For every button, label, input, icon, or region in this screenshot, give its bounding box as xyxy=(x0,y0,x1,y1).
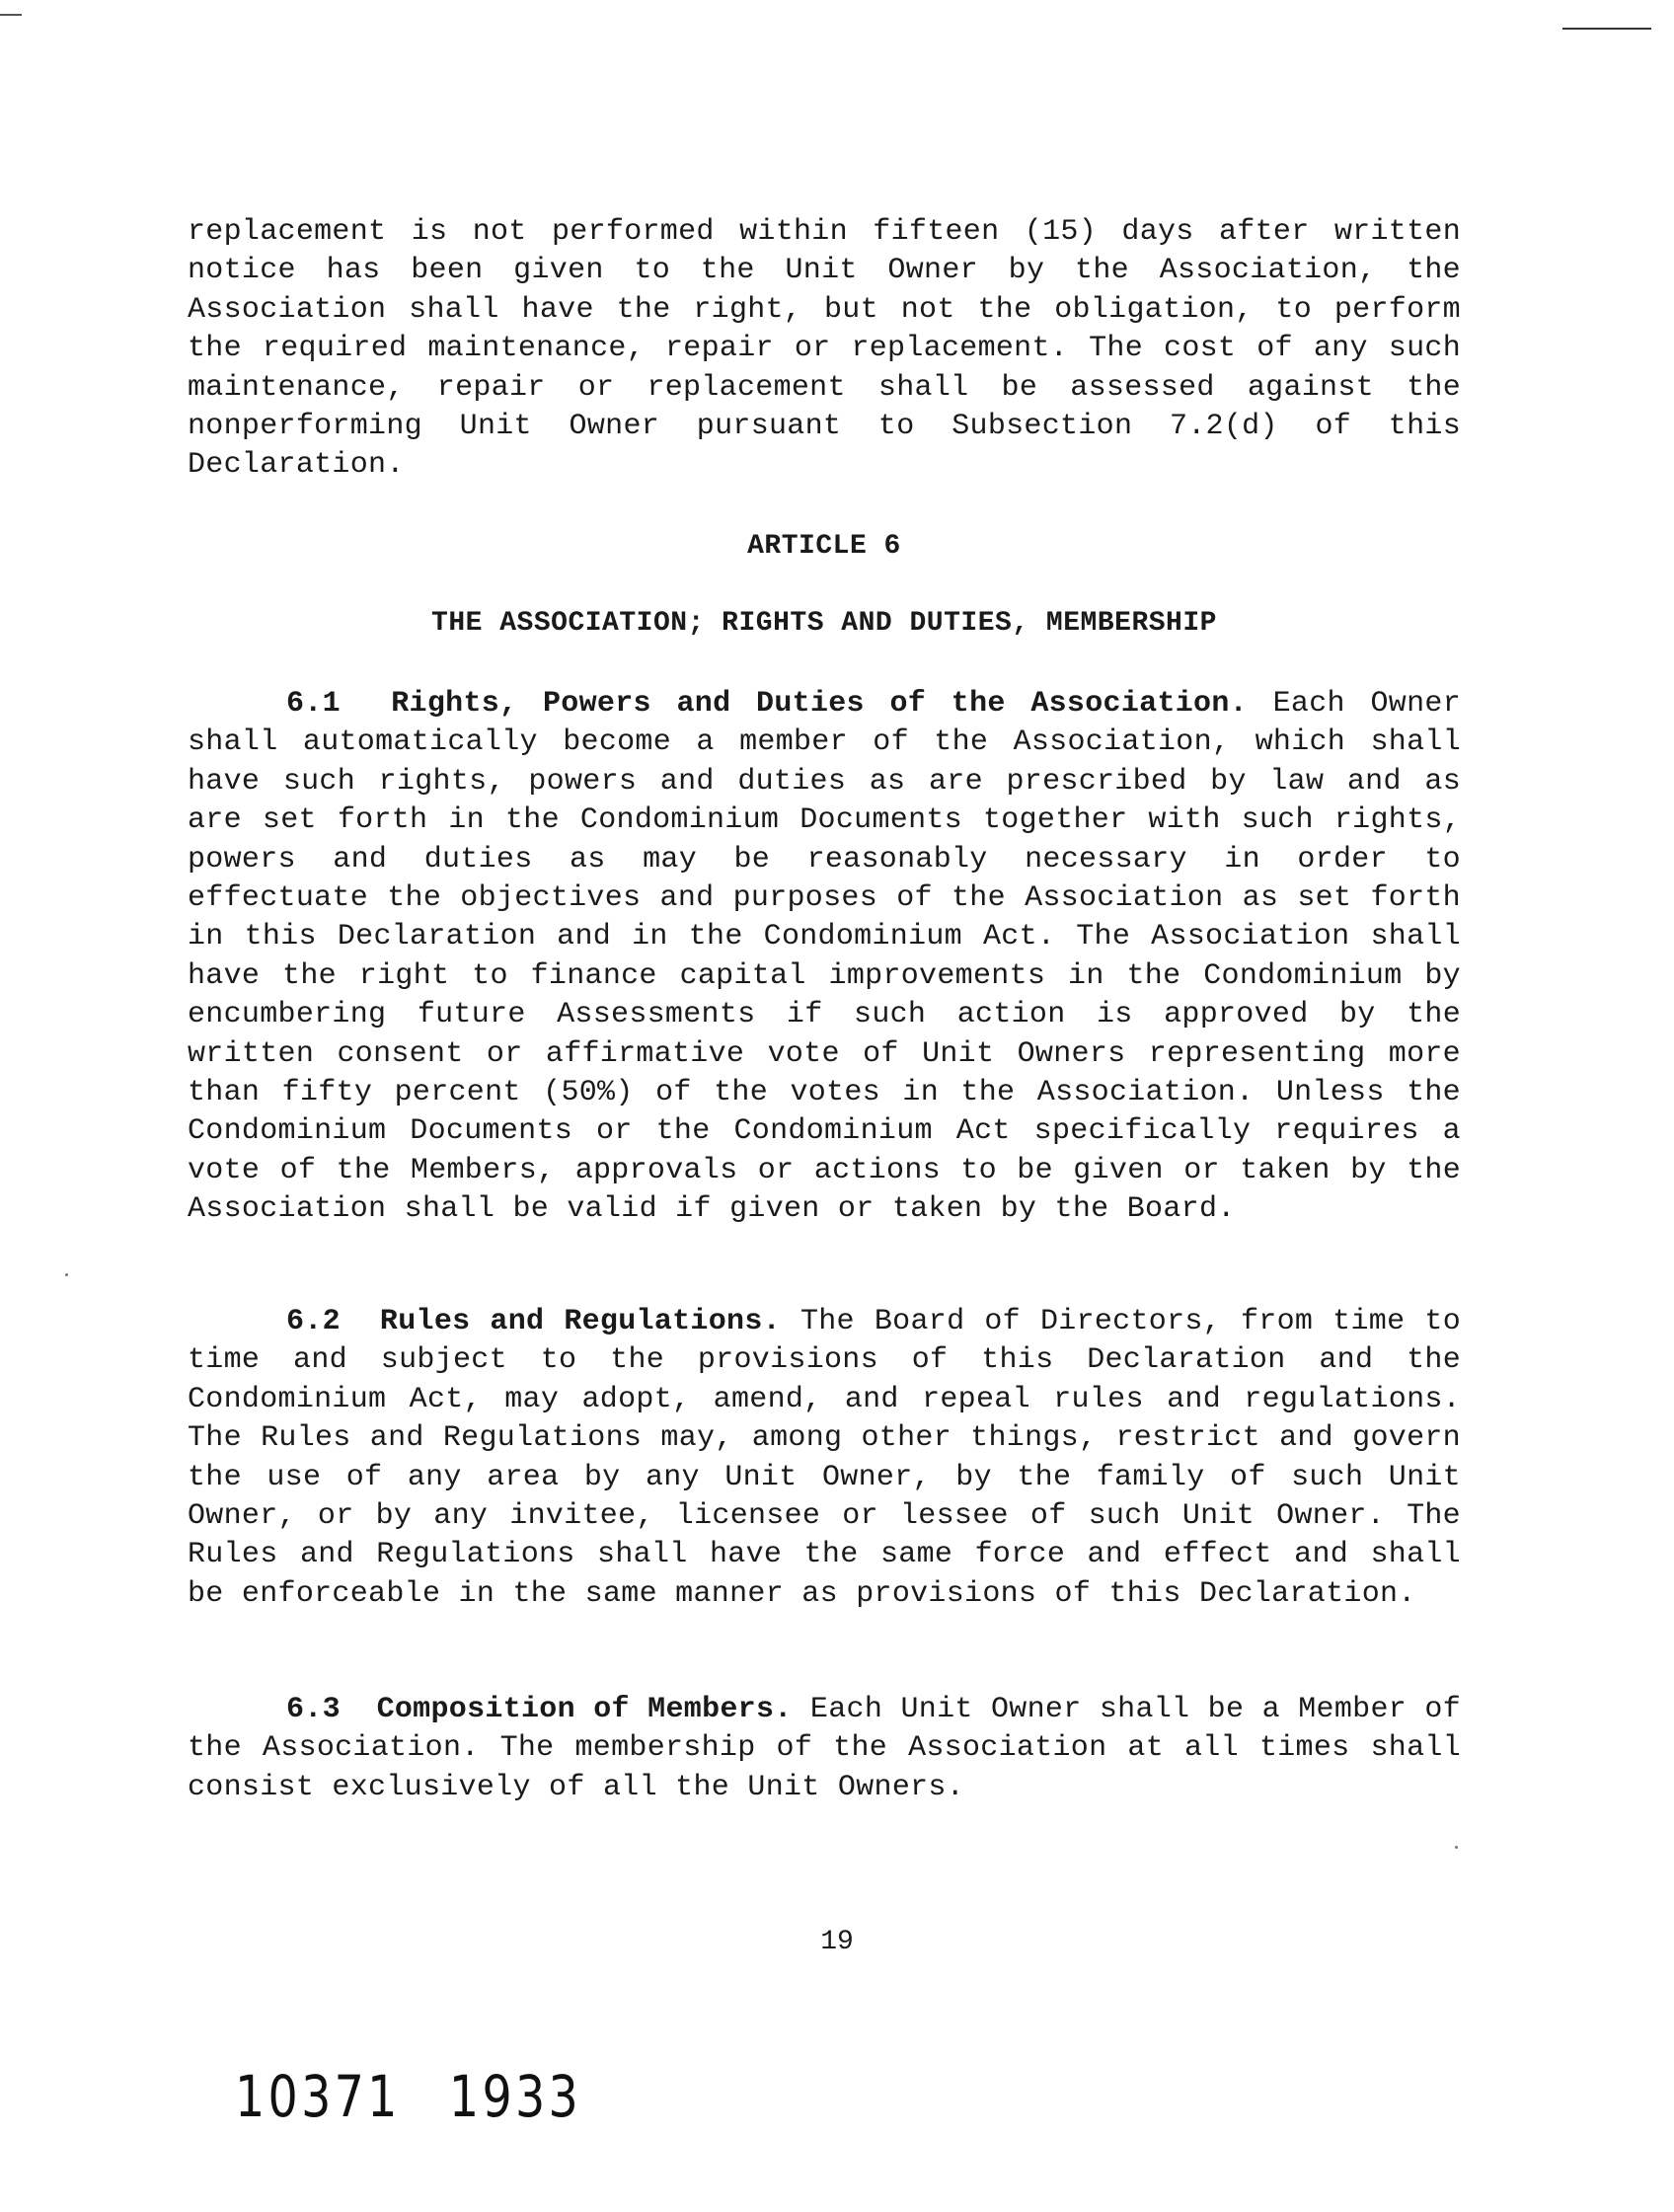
section-title: Rights, Powers and Duties of the Association. xyxy=(391,687,1248,721)
section-text: Each Owner shall automatically become a member of the Association, which shall have such rights, powers and duties as are prescribed by law and as are set forth in the Condominium Documents together with such rights, powers and duties as may be reasonably necessary in order to effectuate the objectives and purposes of the Association as set forth in this Declaration and in the Condominium Act. The Association shall have the right to finance capital improvements in the Condominium by encumbering future Assessments if such action is approved by the written consent or affirmative vote of Unit Owners representing more than fifty percent (50%) of the votes in the Association. Unless the Condominium Documents or the Condominium Act specifically requires a vote of the Members, approvals or actions to be given or taken by the Association shall be valid if given or taken by the Board. xyxy=(188,687,1462,1227)
scan-speck xyxy=(1455,1846,1458,1849)
section-text: Each Unit Owner shall be a Member of the Association. The membership of the Association at all times shall consist exclusively of all the Unit Owners. xyxy=(188,1693,1461,1804)
section-title: Composition of Members. xyxy=(376,1693,793,1726)
section-number: 6.3 xyxy=(286,1693,341,1726)
recording-stamp xyxy=(235,2063,581,2130)
page-number: 19 xyxy=(820,1927,854,1957)
stamp-page-number: 1933 xyxy=(448,2063,582,2130)
article-number: ARTICLE 6 xyxy=(747,531,901,562)
stamp-book-number: 10371 xyxy=(235,2063,401,2130)
scan-speck xyxy=(65,1273,68,1276)
continuation-paragraph: replacement is not performed within fifteen (15) days after written notice has been given to the Unit Owner by the Association, the Association shall have the right, but not the obligation, to perform the required maintenance, repair or replacement. The cost of any such maintenance, repair or replacement shall be assessed against the nonperforming Unit Owner pursuant to Subsection 7.2(d) of this Declaration. xyxy=(188,215,1461,483)
scan-mark xyxy=(1562,28,1651,30)
section-6-1 xyxy=(188,685,1461,1230)
section-text: The Board of Directors, from time to time and subject to the provisions of this Declaration and the Condominium Act, may adopt, amend, and repeal rules and regulations. The Rules and Regulations may, among other things, restrict and govern the use of any area by any Unit Owner, by the family of such Unit Owner, or by any invitee, licensee or lessee of such Unit Owner. The Rules and Regulations shall have the same force and effect and shall be enforceable in the same manner as provisions of this Declaration. xyxy=(188,1305,1461,1611)
section-number: 6.2 xyxy=(286,1305,341,1338)
scan-mark xyxy=(0,14,22,16)
article-title: THE ASSOCIATION; RIGHTS AND DUTIES, MEMBERSHIP xyxy=(431,608,1217,639)
section-number: 6.1 xyxy=(286,687,341,721)
section-6-3 xyxy=(188,1691,1461,1807)
section-title: Rules and Regulations. xyxy=(379,1305,781,1338)
section-6-2 xyxy=(188,1303,1461,1614)
